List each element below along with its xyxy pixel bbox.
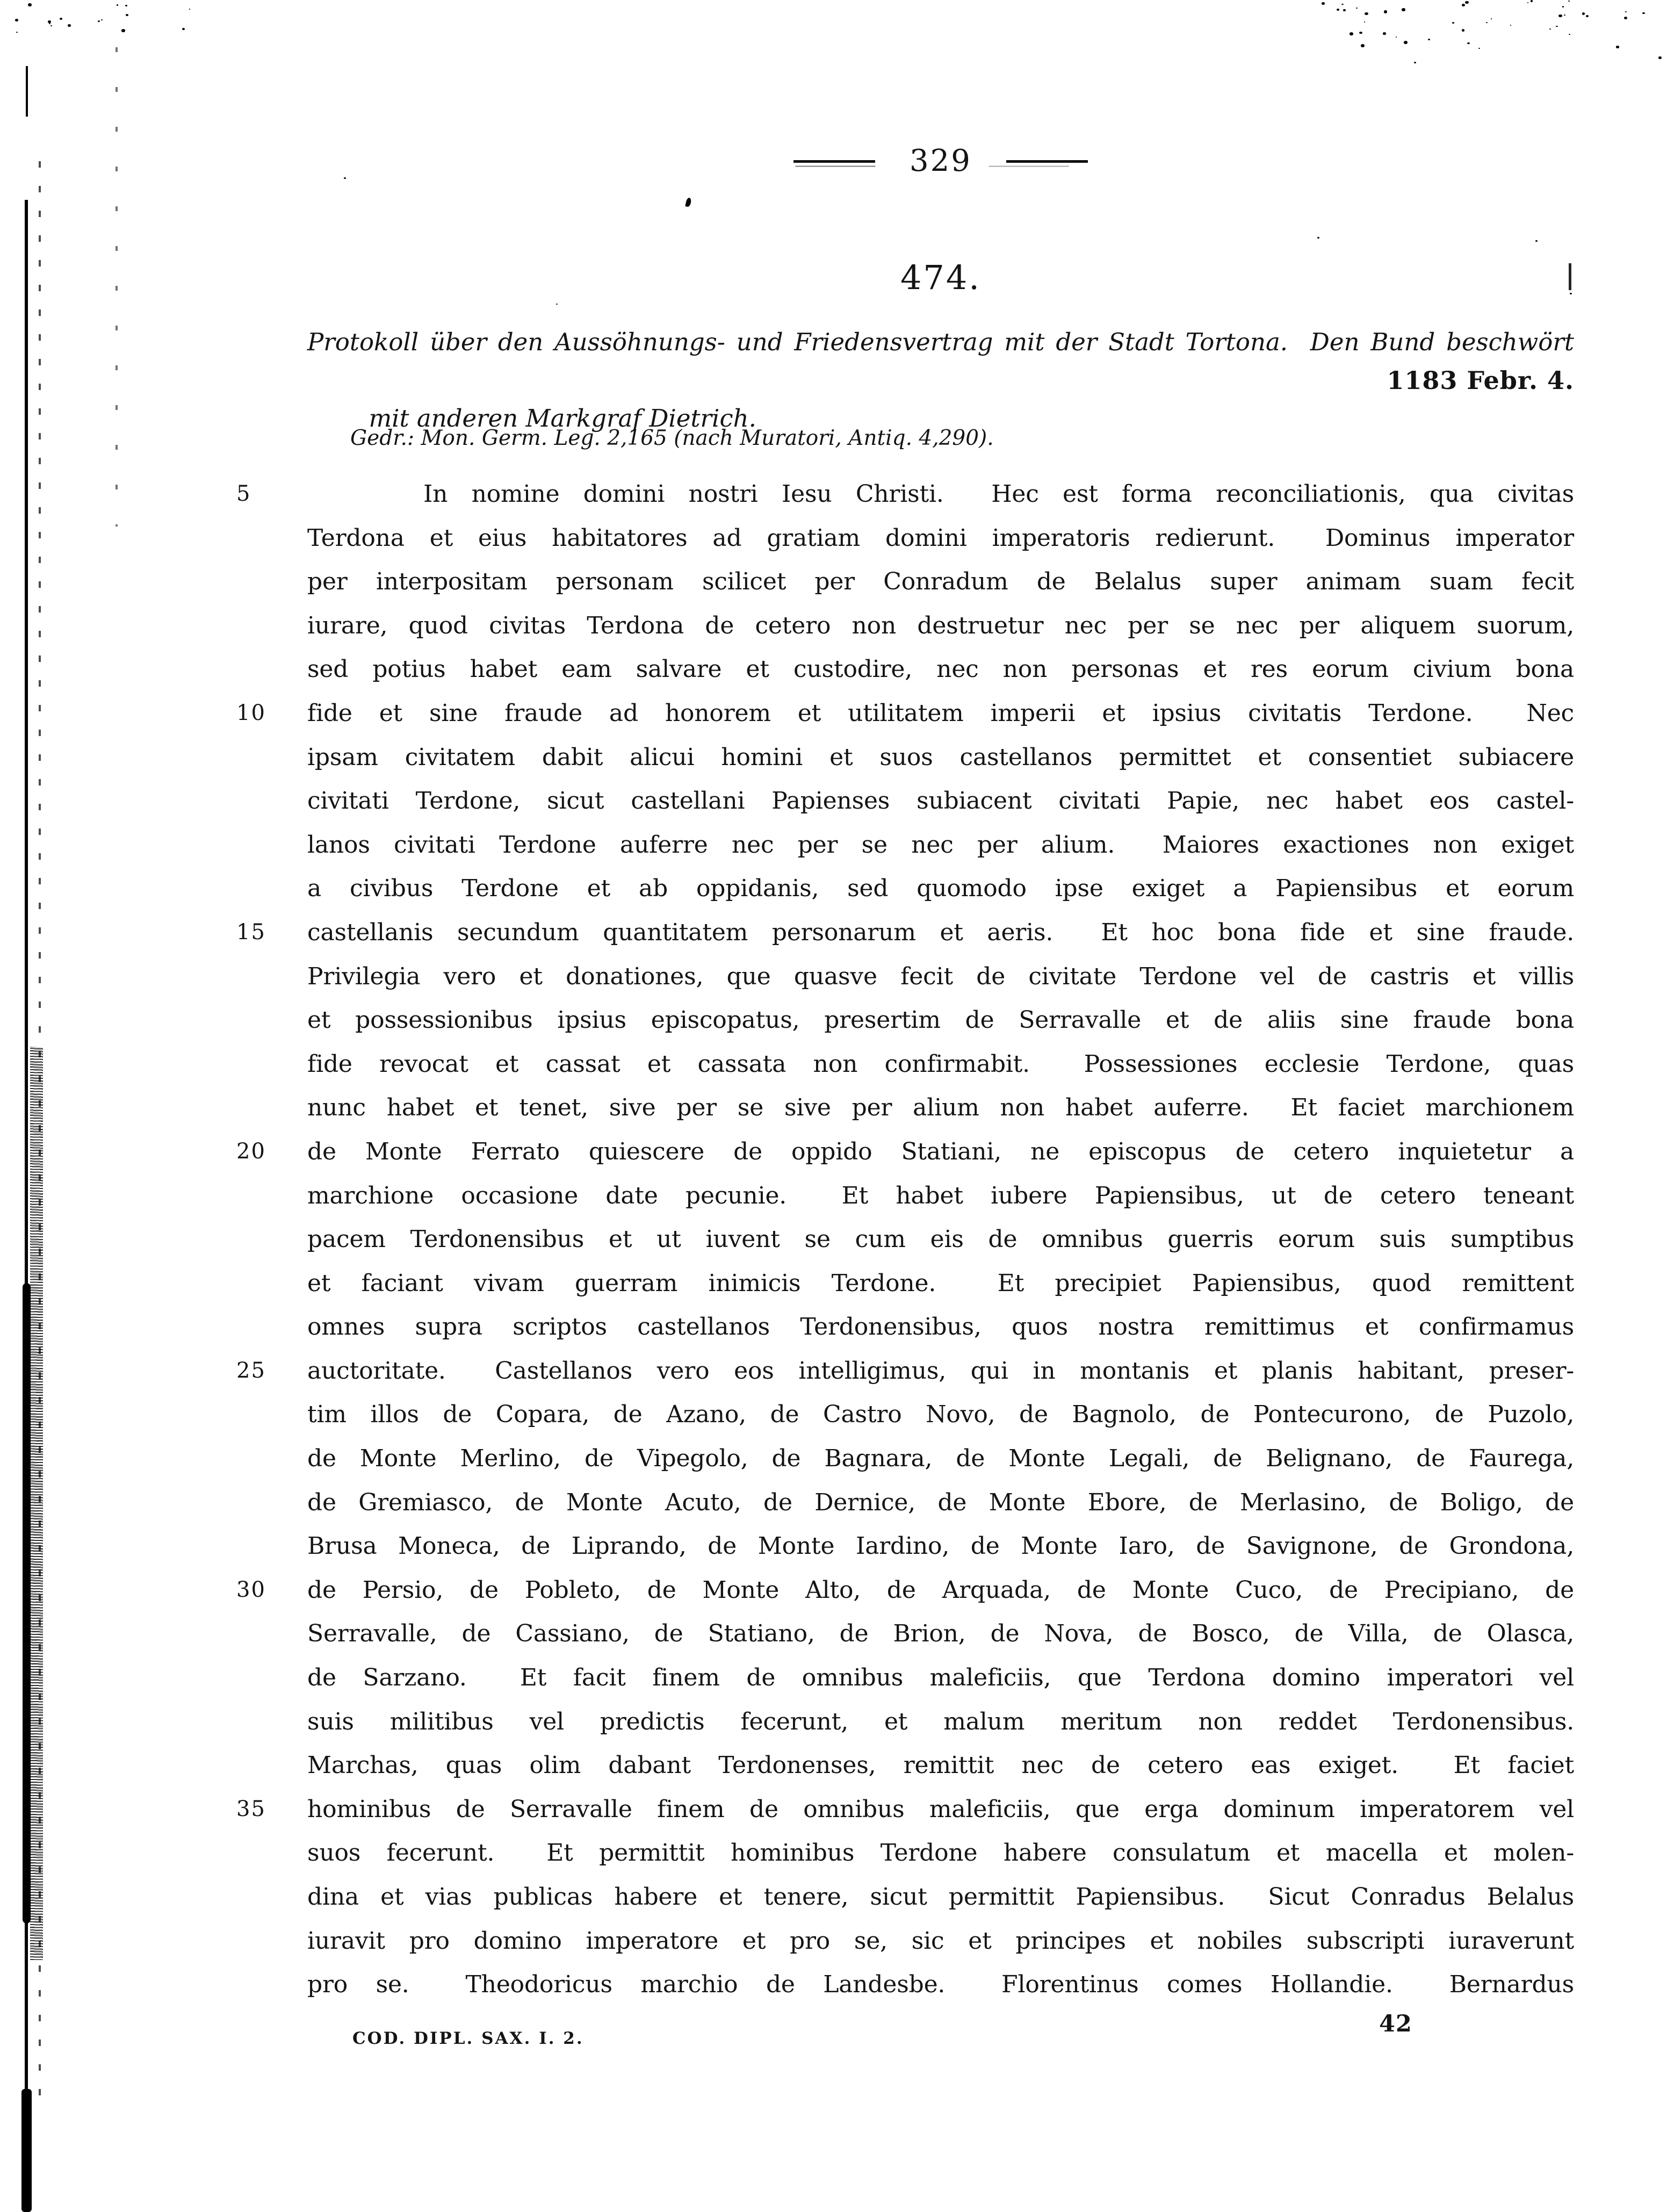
text-line: et possessionibus ipsius episcopatus, presertim de Serravalle et de aliis sine fraude bona [307,1006,1574,1034]
scan-artifact-dotted-line [116,47,118,527]
text-line: 35 hominibus de Serravalle finem de omnibus maleficiis, que erga dominum imperatorem vel [307,1788,1574,1832]
scan-speck [1642,12,1644,14]
page-header [307,143,1574,178]
header-rule-right [1006,160,1088,163]
source-note: Gedr.: Mon. Germ. Leg. 2,165 (nach Muratori, Antiq. 4,290). [350,426,994,450]
scan-speck [98,20,100,22]
scan-artifact-blob [23,1283,31,1923]
text-line: fide revocat et cassat et cassata non confirmabit. Possessiones ecclesie Terdone, quas [307,1050,1574,1078]
text-line: et faciant vivam guerram inimicis Terdone. Et precipiet Papiensibus, quod remittent [307,1269,1574,1297]
regest-line-1: Protokoll über den Aussöhnungs- und Friedensvertrag mit der Stadt Tortona. Den Bund beschwört [307,328,1574,356]
footer-signature: COD. DIPL. SAX. I. 2. [352,2029,584,2048]
scan-speck [189,9,191,10]
scan-artifact-line [26,66,28,117]
text-line: dina et vias publicas habere et tenere, sicut permittit Papiensibus. Sicut Conradus Belalus [307,1883,1574,1911]
line-number: 20 [236,1139,266,1164]
text-line: pro se. Theodoricus marchio de Landesbe. Florentinus comes Hollandie. Bernardus [307,1971,1574,1999]
text-line: 15 castellanis secundum quantitatem personarum et aeris. Et hoc bona fide et sine fraude. [307,911,1574,955]
text-line: a civibus Terdone et ab oppidanis, sed quomodo ipse exiget a Papiensibus et eorum [307,875,1574,903]
scan-speck [15,19,18,21]
scan-speck [125,5,127,6]
text-line: tim illos de Copara, de Azano, de Castro Novo, de Bagnolo, de Pontecurono, de Puzolo, [307,1401,1574,1429]
text-line: 5 In nomine domini nostri Iesu Christi. Hec est forma reconciliationis, qua civitas [307,472,1574,516]
line-number: 5 [236,481,251,506]
text-line: omnes supra scriptos castellanos Terdonensibus, quos nostra remittimus et confirmamus [307,1313,1574,1341]
text-line: 20 de Monte Ferrato quiescere de oppido Statiani, ne episcopus de cetero inquietetur a [307,1130,1574,1174]
text-line: 10 fide et sine fraude ad honorem et utilitatem imperii et ipsius civitatis Terdone. Nec [307,691,1574,736]
text-line: suos fecerunt. Et permittit hominibus Terdone habere consulatum et macella et molen- [307,1839,1574,1867]
scan-speck [49,23,50,24]
scan-artifact-dotted-line [39,161,41,2101]
line-number: 25 [236,1358,266,1383]
text-line: 25 auctoritate. Castellanos vero eos intelligimus, qui in montanis et planis habitant, preser- [307,1349,1574,1393]
scan-speck [1658,56,1662,59]
scan-speck [117,4,118,5]
text-line: de Gremiasco, de Monte Acuto, de Dernice, de Monte Ebore, de Merlasino, de Boligo, de [307,1488,1574,1516]
text-line: marchione occasione date pecunie. Et habet iubere Papiensibus, ut de cetero teneant [307,1181,1574,1209]
scan-artifact-blob [21,2089,32,2212]
page-number: 329 [910,143,972,178]
text-line: iurare, quod civitas Terdona de cetero non destruetur nec per se nec per aliquem suorum, [307,611,1574,639]
text-line: suis militibus vel predictis fecerunt, et malum meritum non reddet Terdonensibus. [307,1707,1574,1735]
text-line: de Monte Merlino, de Vipegolo, de Bagnara, de Monte Legali, de Belignano, de Faurega, [307,1445,1574,1473]
regest-line-2-text: mit anderen Markgraf Dietrich. [369,404,756,433]
text-line: ipsam civitatem dabit alicui homini et suos castellanos permittet et consentiet subiacere [307,743,1574,771]
text-line: Brusa Moneca, de Liprando, de Monte Iardino, de Monte Iaro, de Savignone, de Grondona, [307,1532,1574,1560]
scan-speck [68,24,71,27]
header-rule-left [793,160,875,163]
scan-speck [28,3,32,6]
scan-speck [101,19,102,20]
scan-speck [121,29,125,32]
document-body [236,472,1574,2007]
text-line: pacem Terdonensibus et ut iuvent se cum eis de omnibus guerris eorum suis sumptibus [307,1226,1574,1253]
line-number: 15 [236,919,266,945]
text-line: Marchas, quas olim dabant Terdonenses, remittit nec de cetero eas exiget. Et faciet [307,1752,1574,1779]
scan-speck [1624,17,1627,19]
text-line: sed potius habet eam salvare et custodire, nec non personas et res eorum civium bona [307,655,1574,683]
line-number: 35 [236,1796,266,1821]
text-line: Terdona et eius habitatores ad gratiam domini imperatoris redierunt. Dominus imperator [307,524,1574,552]
text-line: Serravalle, de Cassiano, de Statiano, de Brion, de Nova, de Bosco, de Villa, de Olasca, [307,1620,1574,1648]
scan-speck [1586,15,1589,17]
scan-artifact-scribble [30,1047,43,1960]
text-line: iuravit pro domino imperatore et pro se, sic et principes et nobiles subscripti iuraverunt [307,1927,1574,1955]
text-line: Privilegia vero et donationes, que quasve fecit de civitate Terdone vel de castris et villis [307,962,1574,990]
text-line: 30 de Persio, de Pobleto, de Monte Alto, de Arquada, de Monte Cuco, de Precipiano, de [307,1568,1574,1612]
scan-speck [1625,11,1627,12]
scan-speck [1582,12,1585,15]
scan-speck [60,18,63,20]
document-date: 1183 Febr. 4. [1387,366,1574,395]
scan-speck [126,14,128,16]
line-number: 10 [236,700,266,725]
scan-speck [182,28,185,30]
text-line: nunc habet et tenet, sive per se sive per alium non habet auferre. Et faciet marchionem [307,1094,1574,1122]
page-content [236,0,1574,2212]
sheet-number: 42 [1379,2011,1412,2037]
document-number: 474. [900,258,982,297]
text-line: per interpositam personam scilicet per Conradum de Belalus super animam suam fecit [307,568,1574,596]
scan-speck [16,32,18,33]
scan-speck [1616,46,1619,48]
text-line: lanos civitati Terdone auferre nec per se nec per alium. Maiores exactiones non exiget [307,831,1574,859]
line-number: 30 [236,1577,266,1602]
text-line: civitati Terdone, sicut castellani Papienses subiacent civitati Papie, nec habet eos castel- [307,787,1574,815]
scan-speck [50,25,52,26]
text-line: de Sarzano. Et facit finem de omnibus maleficiis, que Terdona domino imperatori vel [307,1664,1574,1692]
